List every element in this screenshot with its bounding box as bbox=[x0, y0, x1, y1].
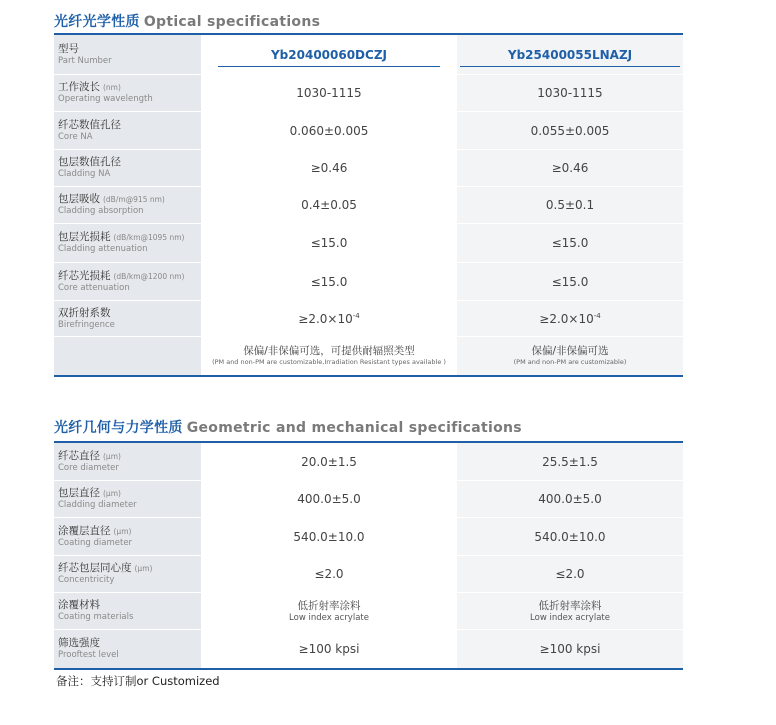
value-text: 0.5±0.1 bbox=[545, 198, 595, 212]
note-cell bbox=[201, 337, 457, 375]
row-label bbox=[54, 593, 201, 629]
row-label bbox=[54, 150, 201, 186]
value-cell bbox=[457, 593, 683, 629]
value-subtext: Low index acrylate bbox=[530, 612, 610, 623]
model-2-cell bbox=[457, 35, 683, 74]
value-cell bbox=[201, 75, 457, 111]
value-text: 20.0±1.5 bbox=[301, 454, 357, 469]
table-row bbox=[54, 518, 683, 556]
value-cell bbox=[201, 301, 457, 336]
value-text: ≥100 kpsi bbox=[539, 642, 601, 656]
row-label bbox=[54, 263, 201, 300]
value-cell bbox=[201, 443, 457, 480]
value-text: 540.0±10.0 bbox=[534, 529, 606, 544]
geometric-title-zh: 光纤几何与力学性质 bbox=[54, 420, 183, 436]
value-text: ≥100 kpsi bbox=[298, 642, 360, 656]
value-text: ≤2.0 bbox=[555, 567, 585, 581]
table-row bbox=[54, 224, 683, 263]
label-zh: 包层吸收 (dB/m@915 nm) bbox=[58, 193, 165, 205]
value-text: ≥0.46 bbox=[310, 161, 348, 175]
row-label bbox=[54, 630, 201, 668]
value-cell bbox=[201, 556, 457, 592]
label-zh: 纤芯包层同心度 (μm) bbox=[58, 562, 153, 574]
value-text: 400.0±5.0 bbox=[538, 492, 602, 506]
value-cell bbox=[457, 518, 683, 555]
label-zh: 筛选强度 bbox=[58, 637, 100, 649]
table-row bbox=[54, 556, 683, 593]
geometric-spec-table bbox=[54, 441, 683, 670]
value-cell bbox=[457, 187, 683, 223]
value-cell bbox=[201, 224, 457, 262]
table-row bbox=[54, 187, 683, 224]
table-row bbox=[54, 630, 683, 668]
model-1-cell bbox=[201, 35, 457, 74]
label-zh: 包层数值孔径 bbox=[58, 156, 121, 168]
optical-title-en: Optical specifications bbox=[143, 14, 321, 30]
value-text: ≤15.0 bbox=[551, 274, 589, 289]
label-zh: 型号 bbox=[58, 42, 79, 55]
label-en: Part Number bbox=[58, 55, 112, 66]
value-cell bbox=[201, 112, 457, 149]
row-label bbox=[54, 35, 201, 74]
row-label bbox=[54, 518, 201, 555]
value-text: 0.055±0.005 bbox=[530, 123, 610, 138]
value-cell bbox=[457, 556, 683, 592]
value-text: 400.0±5.0 bbox=[297, 492, 361, 506]
label-zh: 双折射系数 bbox=[58, 306, 111, 319]
value-cell bbox=[201, 150, 457, 186]
label-zh: 涂覆材料 bbox=[58, 599, 100, 611]
geometric-title-en: Geometric and mechanical specifications bbox=[186, 420, 522, 436]
value-cell bbox=[457, 150, 683, 186]
optical-spec-table bbox=[54, 33, 683, 377]
row-label bbox=[54, 112, 201, 149]
value-cell bbox=[457, 443, 683, 480]
table-row bbox=[54, 263, 683, 301]
note-main-text: 保偏/非保偏可选，可提供耐辐照类型 bbox=[243, 345, 415, 357]
value-cell bbox=[201, 187, 457, 223]
row-label bbox=[54, 187, 201, 223]
label-en: Concentricity bbox=[58, 575, 115, 585]
label-zh: 涂覆层直径 (μm) bbox=[58, 524, 132, 537]
value-text: ≤2.0 bbox=[314, 567, 344, 581]
value-text: 低折射率涂料 bbox=[297, 599, 361, 612]
label-en: Operating wavelength bbox=[58, 94, 153, 104]
table-row bbox=[54, 301, 683, 337]
label-en: Birefringence bbox=[58, 319, 115, 330]
label-en: Cladding attenuation bbox=[58, 244, 148, 254]
value-cell bbox=[457, 481, 683, 517]
label-en: Core attenuation bbox=[58, 282, 130, 293]
value-cell bbox=[457, 630, 683, 668]
table-row bbox=[54, 112, 683, 150]
row-label bbox=[54, 556, 201, 592]
value-text: $\ge 2.0\times 10^{-4}$ bbox=[298, 311, 360, 326]
label-en: Cladding NA bbox=[58, 169, 111, 179]
value-cell bbox=[457, 112, 683, 149]
value-cell bbox=[201, 593, 457, 629]
value-text: 1030-1115 bbox=[537, 86, 603, 100]
value-text: 1030-1115 bbox=[296, 86, 362, 100]
row-label bbox=[54, 481, 201, 517]
label-zh: 包层直径 (μm) bbox=[58, 487, 121, 499]
row-label bbox=[54, 443, 201, 480]
value-cell bbox=[201, 630, 457, 668]
label-zh: 纤芯数值孔径 bbox=[58, 118, 121, 131]
label-en: Coating materials bbox=[58, 612, 134, 622]
note-main-text: 保偏/非保偏可选 bbox=[531, 345, 609, 357]
value-text: ≤15.0 bbox=[551, 236, 589, 250]
label-en: Cladding absorption bbox=[58, 206, 144, 216]
label-zh: 包层光损耗 (dB/km@1095 nm) bbox=[58, 231, 185, 243]
model-2-part-number: Yb25400055LNAZJ bbox=[460, 48, 680, 67]
value-subtext: Low index acrylate bbox=[289, 612, 369, 623]
optical-title-zh: 光纤光学性质 bbox=[54, 14, 140, 30]
value-cell bbox=[201, 263, 457, 300]
table-row bbox=[54, 593, 683, 630]
value-cell bbox=[457, 301, 683, 336]
value-cell bbox=[457, 224, 683, 262]
value-text: ≤15.0 bbox=[310, 236, 348, 250]
table-row bbox=[54, 481, 683, 518]
label-en: Prooftest level bbox=[58, 650, 119, 660]
note-sub-text: (PM and non-PM are customizable,Irradiation Resistant types available ) bbox=[212, 358, 446, 366]
table-row bbox=[54, 75, 683, 112]
table-row bbox=[54, 443, 683, 481]
value-text: ≤15.0 bbox=[310, 274, 348, 289]
part-number-row bbox=[54, 35, 683, 75]
value-cell bbox=[457, 263, 683, 300]
value-text: 0.060±0.005 bbox=[289, 123, 369, 138]
value-text: 25.5±1.5 bbox=[542, 454, 598, 469]
footnote: 备注：支持订制or Customized bbox=[56, 674, 220, 688]
label-zh: 纤芯光损耗 (dB/km@1200 nm) bbox=[58, 269, 185, 282]
value-text: 540.0±10.0 bbox=[293, 529, 365, 544]
value-text: ≥0.46 bbox=[551, 161, 589, 175]
label-en: Core NA bbox=[58, 131, 93, 142]
label-zh: 纤芯直径 (μm) bbox=[58, 449, 121, 462]
row-label bbox=[54, 75, 201, 111]
value-text: $\ge 2.0\times 10^{-4}$ bbox=[539, 311, 601, 326]
note-cell bbox=[457, 337, 683, 375]
value-cell bbox=[201, 481, 457, 517]
value-text: 0.4±0.05 bbox=[301, 198, 357, 212]
label-zh: 工作波长 (nm) bbox=[58, 81, 121, 93]
row-label-empty bbox=[54, 337, 201, 375]
table-row bbox=[54, 150, 683, 187]
optical-section-title bbox=[54, 11, 320, 31]
row-label bbox=[54, 224, 201, 262]
note-sub-text: (PM and non-PM are customizable) bbox=[513, 358, 627, 366]
row-label bbox=[54, 301, 201, 336]
model-1-part-number: Yb20400060DCZJ bbox=[218, 48, 440, 67]
value-text: 低折射率涂料 bbox=[538, 599, 602, 612]
geometric-section-title bbox=[54, 417, 522, 437]
label-en: Coating diameter bbox=[58, 537, 133, 548]
label-en: Cladding diameter bbox=[58, 500, 137, 510]
label-en: Core diameter bbox=[58, 462, 119, 473]
value-cell bbox=[201, 518, 457, 555]
note-row bbox=[54, 337, 683, 375]
value-cell bbox=[457, 75, 683, 111]
